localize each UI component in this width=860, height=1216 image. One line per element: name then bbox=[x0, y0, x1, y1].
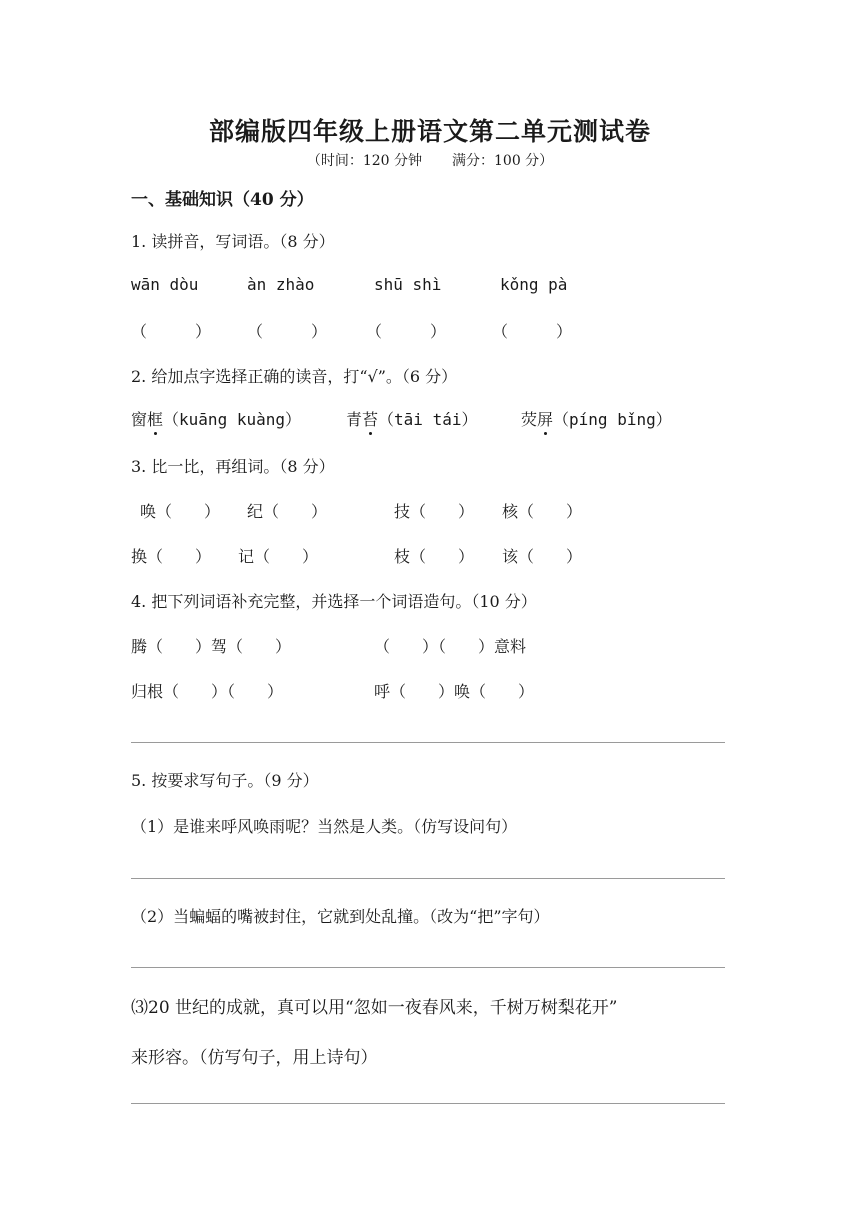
idiom-fill-item[interactable]: 呼（ ）唤（ ） bbox=[374, 682, 535, 701]
pinyin-1: wān dòu bbox=[131, 275, 199, 294]
word-group-item[interactable]: 唤（ ） bbox=[140, 502, 221, 521]
exam-info bbox=[0, 150, 860, 170]
sentence-task-3-line-1: ⑶20 世纪的成就，真可以用“忽如一夜春风来，千树万树梨花开” bbox=[131, 998, 618, 1018]
pinyin-3: shū shì bbox=[374, 275, 442, 294]
reading-item-1[interactable] bbox=[131, 407, 301, 430]
question-2-label: 2. 给加点字选择正确的读音，打“√”。（6 分） bbox=[131, 367, 458, 386]
question-1-label: 1. 读拼音，写词语。（8 分） bbox=[131, 232, 335, 251]
word-group-item[interactable]: 枝（ ） bbox=[394, 547, 475, 566]
dotted-character: 屏 bbox=[537, 407, 553, 430]
answer-line[interactable] bbox=[131, 1103, 725, 1104]
answer-blank-3[interactable]: （ ） bbox=[366, 322, 447, 341]
word-group-item[interactable]: 纪（ ） bbox=[247, 502, 328, 521]
pronunciation-options: （kuāng kuàng） bbox=[163, 410, 301, 429]
reading-item-2[interactable] bbox=[346, 407, 477, 430]
answer-blank-2[interactable]: （ ） bbox=[247, 322, 328, 341]
question-4-label: 4. 把下列词语补充完整，并选择一个词语造句。（10 分） bbox=[131, 592, 537, 611]
question-3-label: 3. 比一比，再组词。（8 分） bbox=[131, 457, 335, 476]
answer-line[interactable] bbox=[131, 742, 725, 743]
reading-item-3[interactable] bbox=[521, 407, 672, 430]
idiom-fill-item[interactable]: （ ）（ ）意料 bbox=[374, 637, 527, 656]
word-prefix: 青 bbox=[346, 410, 363, 429]
answer-line[interactable] bbox=[131, 967, 725, 968]
pronunciation-options: （píng bǐng） bbox=[553, 410, 672, 429]
page-title: 部编版四年级上册语文第二单元测试卷 bbox=[208, 117, 651, 146]
exam-time: （时间：120 分钟 bbox=[306, 153, 422, 169]
word-group-item[interactable]: 技（ ） bbox=[394, 502, 475, 521]
sentence-task-3-line-2: 来形容。（仿写句子，用上诗句） bbox=[131, 1048, 378, 1068]
dotted-character: 苔 bbox=[362, 407, 378, 430]
dotted-character: 框 bbox=[147, 407, 163, 430]
section-heading-basics: 一、基础知识（40 分） bbox=[131, 190, 314, 210]
word-group-item[interactable]: 换（ ） bbox=[131, 547, 212, 566]
idiom-fill-item[interactable]: 腾（ ）驾（ ） bbox=[131, 637, 292, 656]
word-prefix: 窗 bbox=[131, 410, 148, 429]
question-5-label: 5. 按要求写句子。（9 分） bbox=[131, 771, 319, 790]
pinyin-2: àn zhào bbox=[247, 275, 315, 294]
idiom-fill-item[interactable]: 归根（ ）（ ） bbox=[131, 682, 284, 701]
exam-full-score: 满分：100 分） bbox=[452, 153, 554, 169]
pinyin-4: kǒng pà bbox=[500, 275, 568, 294]
answer-blank-4[interactable]: （ ） bbox=[492, 322, 573, 341]
word-group-item[interactable]: 记（ ） bbox=[238, 547, 319, 566]
answer-blank-1[interactable]: （ ） bbox=[131, 322, 212, 341]
word-prefix: 荧 bbox=[521, 410, 538, 429]
sentence-task-2: （2）当蝙蝠的嘴被封住，它就到处乱撞。（改为“把”字句） bbox=[131, 907, 550, 926]
word-group-item[interactable]: 该（ ） bbox=[502, 547, 583, 566]
answer-line[interactable] bbox=[131, 878, 725, 879]
word-group-item[interactable]: 核（ ） bbox=[502, 502, 583, 521]
pronunciation-options: （tāi tái） bbox=[378, 410, 478, 429]
sentence-task-1: （1）是谁来呼风唤雨呢？当然是人类。（仿写设问句） bbox=[131, 817, 518, 836]
